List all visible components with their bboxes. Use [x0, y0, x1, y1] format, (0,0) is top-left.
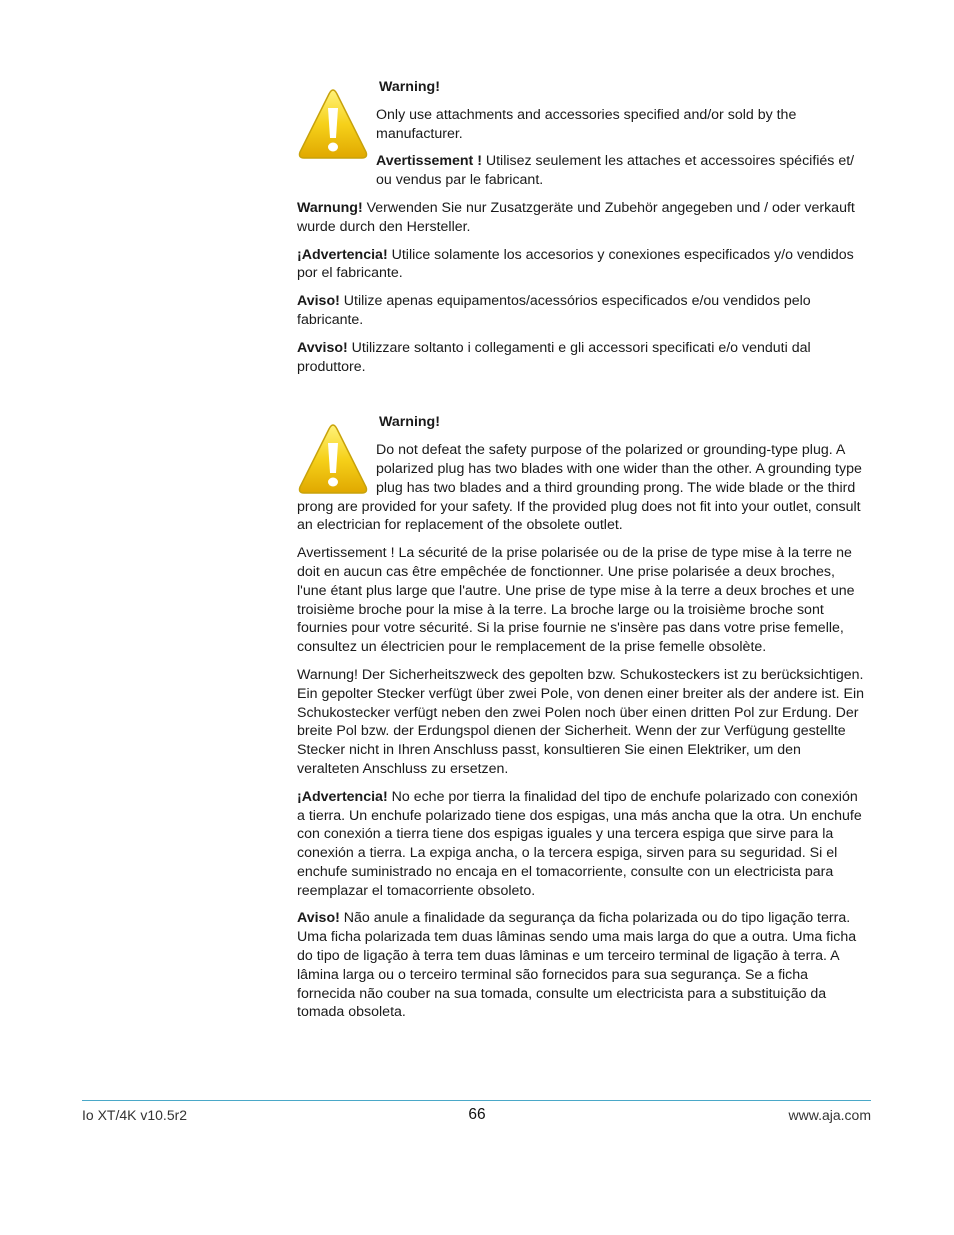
english-body: Do not defeat the safety purpose of the polarized or grounding-type plug. A polarized plug has two blades with one wider than the other. A grounding type plug has two blades and a third grounding prong. The wide blade or the third prong are provided for your safety. If the provided plug does not fit into your outlet, consult an electrician for replacement of the obsolete outlet. [297, 442, 862, 534]
footer-website[interactable]: www.aja.com [788, 1107, 871, 1123]
warning-block-accessories [297, 78, 867, 376]
spanish-body: No eche por tierra la finalidad del tipo de enchufe polarizado con conexión a tierra. Un enchufe polarizado tiene dos espigas, una más ancha que la otra. Un enchufe con conexión a tierra tiene dos espigas iguales y una tercera espiga que sirve para la conexión a tierra. La expiga ancha, o la tercera espiga, sirven para su seguridad. Si el enchufe suministrado no encaja en el tomacorriente, consulte con un electricista para reemplazar el tomacorriente obsoleto. [297, 788, 862, 899]
warning-italian-text [297, 339, 867, 377]
warning-spanish-text [297, 246, 867, 284]
portuguese-body: Não anule a finalidade da segurança da ficha polarizada ou do tipo ligação terra. Uma ficha polarizada tem duas lâminas sendo uma mais larga do que a outra. Uma ficha do tipo de ligação à terra tem duas lâminas e um terceiro terminal de ligação à terra. A lâmina larga ou o terceiro terminal são fornecidos para sua segurança. Se a ficha fornecida não couber na sua tomada, consulte um electricista para a substituição da tomada obsoleta. [297, 910, 857, 1021]
footer-page-number: 66 [468, 1106, 486, 1123]
warning-portuguese-text [297, 292, 867, 330]
german-body: Verwenden Sie nur Zusatzgeräte und Zubehör angegeben und / oder verkauft wurde durch den Hersteller. [297, 199, 855, 235]
french-lead: Avertissement ! [376, 153, 482, 170]
warning-german-text [297, 199, 867, 237]
footer-divider [82, 1100, 871, 1101]
spanish-lead: ¡Advertencia! [297, 788, 388, 805]
warning-title: Warning! [379, 414, 440, 431]
italian-body: Utilizzare soltanto i collegamenti e gli accessori specificati e/o venduti dal produttore. [297, 339, 811, 375]
warning-german-text: Warnung! Der Sicherheitszweck des gepolten bzw. Schukosteckers ist zu berücksichtigen. Ein gepolter Stecker verfügt über zwei Pole, von denen einer breiter als der andere ist. Ein Schukostecker verfügt neben den zwei Polen noch über einen dritten Pol zur Erdung. Der breite Pol bzw. der Erdungspol dienen der Sicherheit. Wenn der zur Verfügung gestellte Stecker nicht in Ihren Anschluss passt, konsultieren Sie einen Elektriker, um den veralteten Anschluss zu ersetzen. [297, 666, 865, 777]
footer-product: Io XT/4K v10.5r2 [82, 1107, 188, 1123]
warning-triangle-icon [297, 86, 369, 162]
warning-spanish-text [297, 788, 867, 901]
portuguese-body: Utilize apenas equipamentos/acessórios especificados e/ou vendidos pelo fabricante. [297, 293, 811, 328]
icon-wrap-spacer [297, 441, 376, 497]
german-lead: Warnung! [297, 199, 363, 216]
portuguese-lead: Aviso! [297, 293, 340, 310]
warning-french-text: Avertissement ! La sécurité de la prise polarisée ou de la prise de type mise à la terre ne doit en aucun cas être empêchée de fonctionner. Une prise polarisée a deux broches, l'une étant plus large que l'autre. Une prise de type mise à la terre a deux broches et une troisième broche pour la mise à la terre. La broche large ou la troisième broche sont fournies pour votre sécurité. Si la prise fournie ne s'insère pas dans votre prise femelle, consultez un électricien pour le remplacement de la prise femelle obsolète. [297, 545, 855, 656]
warning-portuguese-text [297, 909, 867, 1022]
warning-english-text: Only use attachments and accessories specified and/or sold by the manufacturer. [376, 106, 797, 142]
warning-title: Warning! [379, 79, 440, 95]
section-spacer [297, 385, 867, 413]
document-body [297, 78, 867, 1031]
spanish-body: Utilice solamente los accesorios y conexiones especificados y/o vendidos por el fabricante. [297, 246, 854, 282]
spanish-lead: ¡Advertencia! [297, 246, 388, 263]
warning-block-plug [297, 413, 867, 1022]
french-body: Utilisez seulement les attaches et accessoires spécifiés et/ ou vendus par le fabricant. [376, 153, 855, 189]
warning-french-text [297, 152, 867, 190]
portuguese-lead: Aviso! [297, 910, 340, 927]
italian-lead: Avviso! [297, 339, 348, 356]
warning-english-text [297, 441, 867, 535]
